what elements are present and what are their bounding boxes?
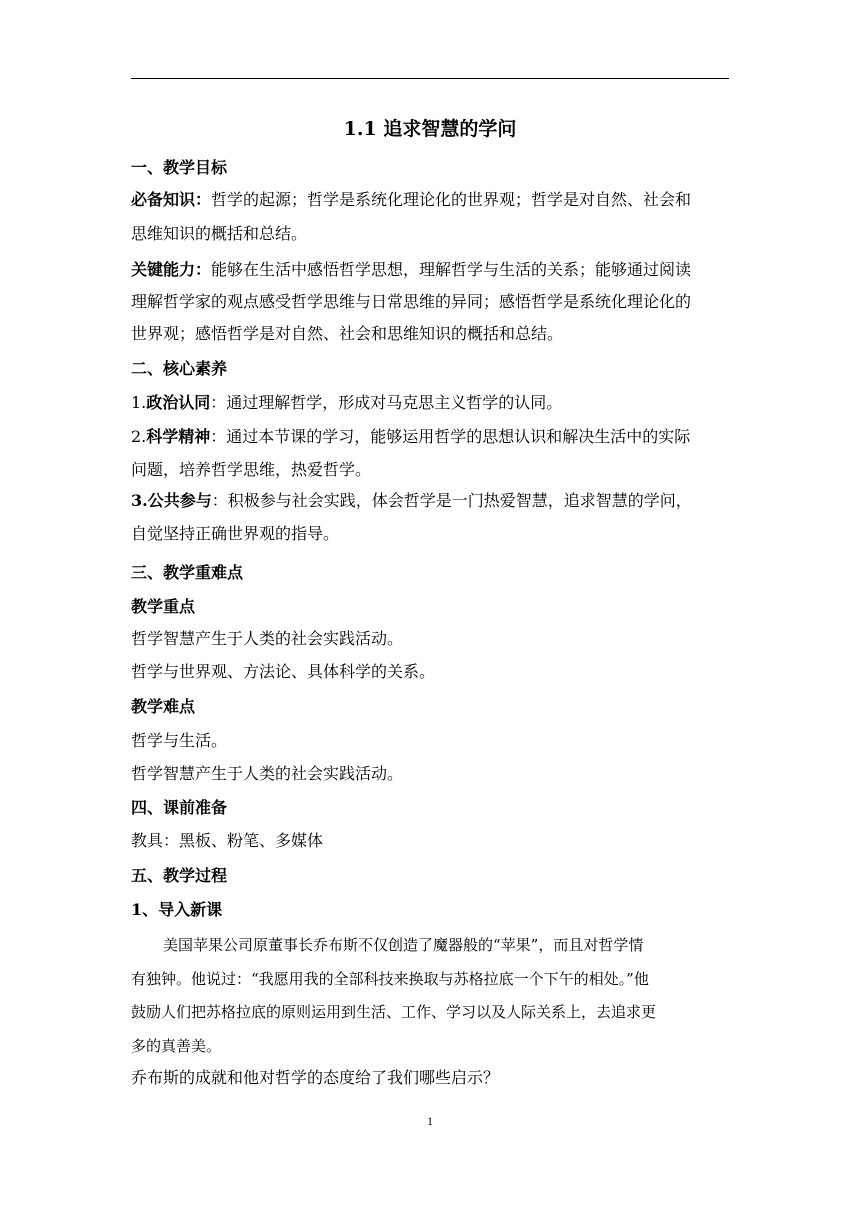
item3-text-2: 自觉坚持正确世界观的指导。 xyxy=(131,524,340,543)
page-title: 1.1 追求智慧的学问 xyxy=(343,118,517,140)
keypoints-heading: 三、教学重难点 xyxy=(131,563,244,582)
item2-label: 科学精神 xyxy=(146,427,211,446)
item2-text-1: ：通过本节课的学习，能够运用哲学的思想认识和解决生活中的实际 xyxy=(210,427,691,446)
question-text: 乔布斯的成就和他对哲学的态度给了我们哪些启示？ xyxy=(131,1068,500,1087)
objectives-heading: 一、教学目标 xyxy=(131,158,228,177)
ability-label: 关键能力： xyxy=(131,260,212,279)
prep-text: 教具：黑板、粉笔、多媒体 xyxy=(131,831,324,850)
focus-item-1: 哲学智慧产生于人类的社会实践活动。 xyxy=(131,629,404,648)
page-number: 1 xyxy=(427,1114,433,1128)
item2-num: 2. xyxy=(131,427,147,446)
focus-heading: 教学重点 xyxy=(131,597,196,616)
item1-label: 政治认同 xyxy=(146,393,211,412)
item3-label: .公共参与 xyxy=(142,491,212,510)
intro-paragraph-3: 鼓励人们把苏格拉底的原则运用到生活、工作、学习以及人际关系上，去追求更 xyxy=(131,1003,657,1021)
knowledge-line-1 xyxy=(131,190,731,210)
item1-num: 1. xyxy=(131,393,147,412)
item3-num: 3 xyxy=(131,491,143,510)
intro-paragraph-4: 多的真善美。 xyxy=(131,1037,222,1055)
ability-text-3: 世界观；感悟哲学是对自然、社会和思维知识的概括和总结。 xyxy=(131,324,564,343)
difficulty-heading: 教学难点 xyxy=(131,697,196,716)
literacy-item-1 xyxy=(131,393,731,413)
knowledge-label: 必备知识： xyxy=(131,190,212,209)
process-heading: 五、教学过程 xyxy=(131,866,228,885)
intro-paragraph-2: 有独钟。他说过：“我愿用我的全部科技来换取与苏格拉底一个下午的相处。”他 xyxy=(131,970,649,988)
difficulty-item-1: 哲学与生活。 xyxy=(131,731,228,750)
intro-paragraph-1: 美国苹果公司原董事长乔布斯不仅创造了魔器般的“苹果”，而且对哲学情 xyxy=(163,936,644,954)
literacy-item-3 xyxy=(131,491,731,511)
literacy-item-2 xyxy=(131,427,731,447)
ability-text-1: 能够在生活中感悟哲学思想，理解哲学与生活的关系；能够通过阅读 xyxy=(211,260,692,279)
prep-heading: 四、课前准备 xyxy=(131,798,228,817)
knowledge-text-1: 哲学的起源；哲学是系统化理论化的世界观；哲学是对自然、社会和 xyxy=(211,190,692,209)
item1-text: ：通过理解哲学，形成对马克思主义哲学的认同。 xyxy=(210,393,563,412)
header-rule xyxy=(131,78,729,79)
ability-line-1 xyxy=(131,260,731,280)
intro-heading: 1、导入新课 xyxy=(131,900,223,919)
ability-text-2: 理解哲学家的观点感受哲学思维与日常思维的异同；感悟哲学是系统化理论化的 xyxy=(131,292,692,311)
item2-text-2: 问题，培养哲学思维，热爱哲学。 xyxy=(131,460,372,479)
difficulty-item-2: 哲学智慧产生于人类的社会实践活动。 xyxy=(131,764,404,783)
focus-item-2: 哲学与世界观、方法论、具体科学的关系。 xyxy=(131,662,436,681)
literacy-heading: 二、核心素养 xyxy=(131,359,228,378)
knowledge-text-2: 思维知识的概括和总结。 xyxy=(131,224,308,243)
item3-text-1: ：积极参与社会实践，体会哲学是一门热爱智慧，追求智慧的学问， xyxy=(211,491,692,510)
